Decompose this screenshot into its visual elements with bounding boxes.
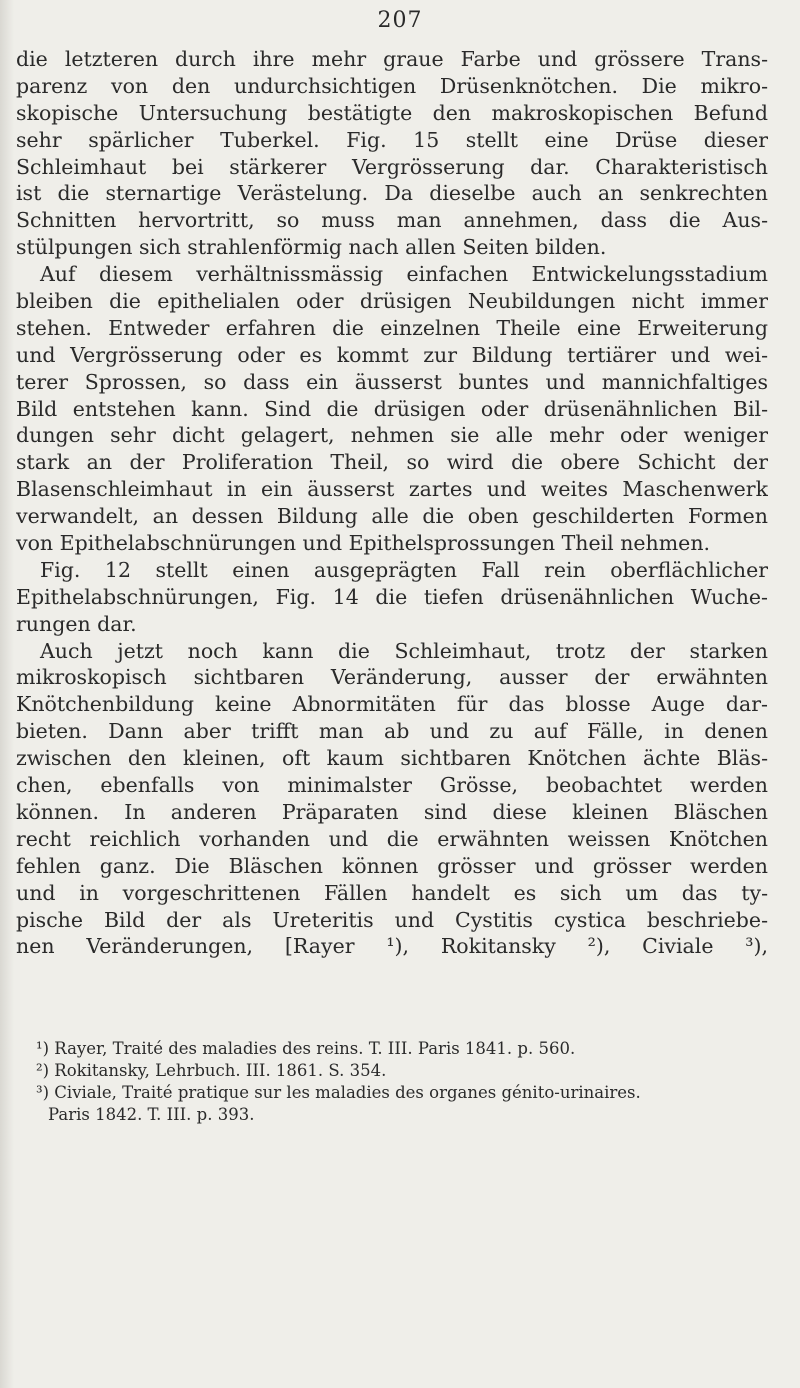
text-line: die letzteren durch ihre mehr graue Farbe und grössere Trans- (16, 47, 768, 71)
text-line: terer Sprossen, so dass ein äusserst buntes und mannichfaltiges (16, 369, 768, 394)
body-text (16, 46, 768, 960)
footnote-3: ³) Civiale, Traité pratique sur les maladies des organes génito-urinaires. (36, 1083, 641, 1102)
page-number: 207 (377, 8, 423, 33)
text-line: und in vorgeschrittenen Fällen handelt es sich um das ty- (16, 880, 768, 905)
text-line: Bild entstehen kann. Sind die drüsigen oder drüsenähnlichen Bil- (16, 396, 768, 421)
text-line: stehen. Entweder erfahren die einzelnen Theile eine Erweiterung (16, 315, 768, 340)
text-line: bleiben die epithelialen oder drüsigen Neubildungen nicht immer (16, 289, 768, 314)
paragraph-4 (16, 638, 768, 961)
text-line: recht reichlich vorhanden und die erwähnten weissen Knötchen (16, 826, 768, 851)
text-line: stark an der Proliferation Theil, so wird die obere Schicht der (16, 450, 768, 475)
text-line: ist die sternartige Verästelung. Da dieselbe auch an senkrechten (16, 181, 768, 206)
text-line: Epithelabschnürungen, Fig. 14 die tiefen drüsenähnlichen Wuche- (16, 584, 768, 609)
text-line: Auf diesem verhältnissmässig einfachen Entwickelungsstadium (40, 262, 768, 287)
text-line: nen Veränderungen, [Rayer ¹), Rokitansky ²), Civiale ³), (16, 934, 768, 959)
text-line: Schnitten hervortritt, so muss man annehmen, dass die Aus- (16, 208, 768, 233)
text-line: verwandelt, an dessen Bildung alle die oben geschilderten Formen (16, 504, 768, 529)
paragraph-1 (16, 46, 768, 261)
text-line: Fig. 12 stellt einen ausgeprägten Fall rein oberflächlicher (40, 557, 768, 582)
footnote-2: ²) Rokitansky, Lehrbuch. III. 1861. S. 354. (36, 1061, 387, 1080)
text-line: dungen sehr dicht gelagert, nehmen sie alle mehr oder weniger (16, 423, 768, 448)
footnotes (36, 1038, 748, 1126)
text-line: chen, ebenfalls von minimalster Grösse, beobachtet werden (16, 773, 768, 798)
text-line: Blasenschleimhaut in ein äusserst zartes und weites Maschenwerk (16, 477, 768, 502)
paragraph-3 (16, 557, 768, 638)
text-line: können. In anderen Präparaten sind diese kleinen Bläschen (16, 799, 768, 824)
paragraph-2 (16, 261, 768, 557)
text-line: rungen dar. (16, 611, 137, 636)
footnote-1: ¹) Rayer, Traité des maladies des reins. T. III. Paris 1841. p. 560. (36, 1039, 576, 1058)
text-line: zwischen den kleinen, oft kaum sichtbaren Knötchen ächte Bläs- (16, 746, 768, 771)
text-line: stülpungen sich strahlenförmig nach allen Seiten bilden. (16, 235, 607, 260)
text-line: Schleimhaut bei stärkerer Vergrösserung dar. Charakteristisch (16, 154, 768, 179)
binding-edge (0, 0, 14, 1388)
text-line: skopische Untersuchung bestätigte den makroskopischen Befund (16, 100, 768, 125)
text-line: von Epithelabschnürungen und Epithelsprossungen Theil nehmen. (16, 531, 711, 556)
footnote-3-continued: Paris 1842. T. III. p. 393. (48, 1105, 255, 1124)
text-line: Auch jetzt noch kann die Schleimhaut, trotz der starken (40, 638, 768, 663)
text-line: fehlen ganz. Die Bläschen können grösser und grösser werden (16, 853, 768, 878)
text-line: pische Bild der als Ureteritis und Cystitis cystica beschriebe- (16, 907, 768, 932)
text-line: sehr spärlicher Tuberkel. Fig. 15 stellt eine Drüse dieser (16, 127, 768, 152)
text-line: und Vergrösserung oder es kommt zur Bildung tertiärer und wei- (16, 342, 768, 367)
text-line: parenz von den undurchsichtigen Drüsenknötchen. Die mikro- (16, 73, 768, 98)
text-line: Knötchenbildung keine Abnormitäten für das blosse Auge dar- (16, 692, 768, 717)
text-line: mikroskopisch sichtbaren Veränderung, ausser der erwähnten (16, 665, 768, 690)
text-line: bieten. Dann aber trifft man ab und zu auf Fälle, in denen (16, 719, 768, 744)
